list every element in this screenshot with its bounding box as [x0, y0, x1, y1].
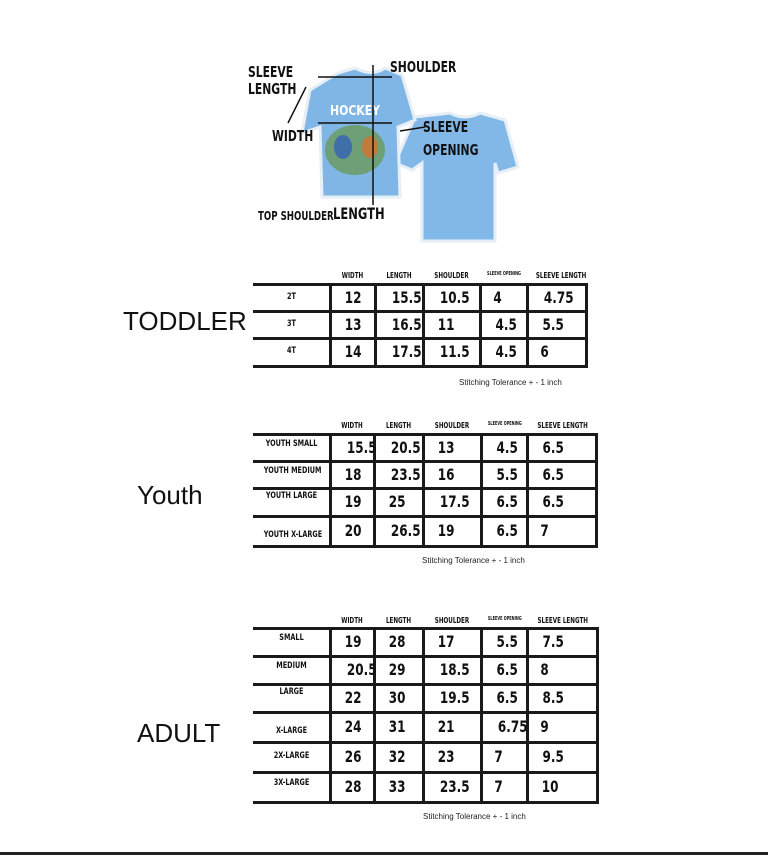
- size-label: 4T: [287, 346, 296, 356]
- column-header-width: WIDTH: [341, 616, 363, 625]
- cell-length: 28: [388, 632, 406, 651]
- cell-shoulder: 11: [437, 314, 455, 334]
- cell-length: 20.5: [390, 437, 421, 457]
- sleeve-opening-label-line1: SLEEVE: [423, 118, 469, 136]
- size-label: YOUTH MEDIUM: [263, 465, 322, 476]
- cell-sleeve-opening: 5.5: [496, 632, 518, 651]
- top-shoulder-label: TOP SHOULDER: [258, 209, 334, 223]
- cell-length: 29: [388, 660, 406, 679]
- column-header-sleeve-length: SLEEVE LENGTH: [535, 271, 587, 280]
- row-divider: [253, 545, 598, 548]
- size-label: LARGE: [279, 687, 304, 697]
- cell-length: 31: [388, 717, 406, 736]
- row-divider: [253, 515, 598, 518]
- column-header-length: LENGTH: [386, 271, 412, 280]
- size-label: SMALL: [279, 633, 304, 643]
- cell-length: 26.5: [390, 521, 421, 540]
- row-divider: [253, 801, 599, 804]
- cell-sleeve-length: 9.5: [542, 747, 564, 766]
- column-header-length: LENGTH: [385, 616, 412, 625]
- table-title: Youth: [137, 480, 203, 510]
- column-divider: [329, 434, 332, 548]
- cell-sleeve-opening: 6.5: [496, 688, 518, 707]
- cell-sleeve-length: 5.5: [542, 314, 564, 334]
- sleeve-opening-label: [423, 116, 500, 162]
- cell-width: 15.5: [346, 437, 377, 457]
- column-divider: [329, 284, 332, 368]
- cell-sleeve-opening: 6.5: [496, 660, 518, 679]
- cell-sleeve-length: 8: [540, 660, 549, 679]
- row-divider: [253, 283, 588, 286]
- cell-shoulder: 18.5: [439, 660, 470, 679]
- size-label: YOUTH SMALL: [265, 438, 318, 449]
- cell-length: 33: [388, 777, 406, 796]
- size-label: 3X-LARGE: [273, 778, 310, 788]
- row-divider: [253, 741, 599, 744]
- size-label: MEDIUM: [276, 661, 307, 671]
- cell-length: 25: [388, 492, 406, 511]
- row-divider: [253, 771, 599, 774]
- row-divider: [253, 655, 599, 658]
- column-header-shoulder: SHOULDER: [434, 271, 469, 280]
- column-divider: [480, 628, 483, 804]
- cell-shoulder: 23: [437, 747, 455, 766]
- cell-shoulder: 16: [437, 464, 455, 484]
- cell-width: 24: [344, 717, 362, 736]
- row-divider: [253, 683, 599, 686]
- column-divider: [479, 284, 482, 368]
- cell-shoulder: 17: [437, 632, 455, 651]
- cell-sleeve-length: 7.5: [542, 632, 564, 651]
- cell-shoulder: 10.5: [439, 287, 470, 307]
- column-divider: [374, 284, 377, 368]
- column-header-sleeve-opening: SLEEVE OPENING: [487, 271, 521, 277]
- cell-sleeve-opening: 4.5: [495, 342, 517, 361]
- column-divider: [596, 628, 599, 804]
- cell-sleeve-opening: 5.5: [496, 464, 518, 484]
- column-header-sleeve-opening: SLEEVE OPENING: [487, 421, 522, 427]
- cell-length: 23.5: [390, 464, 421, 484]
- column-divider: [526, 434, 529, 548]
- column-divider: [595, 434, 598, 548]
- cell-sleeve-length: 6.5: [542, 464, 564, 484]
- cell-length: 17.5: [391, 342, 422, 361]
- row-divider: [253, 627, 599, 630]
- row-divider: [253, 711, 599, 714]
- cell-sleeve-opening: 7: [494, 747, 503, 766]
- shoulder-label: SHOULDER: [390, 58, 457, 76]
- size-label: 3T: [287, 318, 296, 329]
- column-header-sleeve-opening: SLEEVE OPENING: [487, 616, 522, 622]
- row-divider: [253, 433, 598, 436]
- cell-width: 20: [344, 521, 362, 540]
- cell-width: 14: [344, 342, 362, 361]
- cell-sleeve-opening: 6.75: [497, 717, 528, 736]
- cell-width: 28: [344, 777, 362, 796]
- cell-width: 18: [344, 464, 362, 484]
- row-divider: [253, 460, 598, 463]
- shirt-print-text: HOCKEY: [330, 104, 381, 119]
- column-divider: [422, 628, 425, 804]
- cell-width: 19: [344, 632, 362, 651]
- column-header-shoulder: SHOULDER: [434, 421, 470, 430]
- stitching-tolerance-note: Stitching Tolerance + - 1 inch: [423, 812, 526, 821]
- sleeve-length-label-line2: LENGTH: [248, 80, 297, 98]
- size-label: 2X-LARGE: [273, 751, 310, 761]
- cell-length: 15.5: [391, 287, 422, 307]
- row-divider: [253, 310, 588, 313]
- cell-sleeve-length: 6: [540, 342, 549, 361]
- table-title: ADULT: [137, 718, 221, 748]
- cell-sleeve-opening: 4: [493, 287, 502, 307]
- cell-sleeve-length: 10: [541, 777, 559, 796]
- sleeve-length-label-line1: SLEEVE: [248, 63, 294, 81]
- cell-sleeve-length: 6.5: [542, 437, 564, 457]
- row-divider: [253, 365, 588, 368]
- column-header-sleeve-length: SLEEVE LENGTH: [537, 421, 588, 430]
- cell-shoulder: 19: [437, 521, 455, 540]
- cell-length: 30: [388, 688, 406, 707]
- cell-sleeve-opening: 6.5: [496, 521, 518, 540]
- cell-shoulder: 17.5: [439, 492, 470, 511]
- cell-sleeve-opening: 7: [494, 777, 503, 796]
- cell-sleeve-opening: 4.5: [496, 437, 518, 457]
- cell-shoulder: 13: [437, 437, 455, 457]
- width-label: WIDTH: [272, 127, 314, 145]
- stitching-tolerance-note: Stitching Tolerance + - 1 inch: [422, 556, 525, 565]
- column-divider: [373, 628, 376, 804]
- column-header-width: WIDTH: [341, 271, 364, 280]
- column-divider: [526, 284, 529, 368]
- column-divider: [480, 434, 483, 548]
- cell-sleeve-length: 6.5: [542, 492, 564, 511]
- column-header-shoulder: SHOULDER: [434, 616, 470, 625]
- sleeve-opening-label-line2: OPENING: [423, 141, 479, 159]
- column-header-width: WIDTH: [341, 421, 363, 430]
- cell-shoulder: 21: [437, 717, 455, 736]
- cell-shoulder: 23.5: [439, 777, 470, 796]
- cell-sleeve-length: 8.5: [542, 688, 564, 707]
- column-header-length: LENGTH: [385, 421, 412, 430]
- size-label: YOUTH LARGE: [265, 491, 318, 501]
- table-title: TODDLER: [123, 306, 247, 336]
- column-divider: [422, 434, 425, 548]
- column-divider: [526, 628, 529, 804]
- row-divider: [253, 487, 598, 490]
- column-divider: [422, 284, 425, 368]
- cell-sleeve-length: 4.75: [543, 287, 574, 307]
- length-label: LENGTH: [333, 204, 385, 223]
- cell-sleeve-length: 9: [540, 717, 549, 736]
- cell-length: 16.5: [391, 314, 422, 334]
- cell-width: 12: [344, 287, 362, 307]
- size-label: X-LARGE: [275, 726, 308, 736]
- cell-width: 26: [344, 747, 362, 766]
- cell-width: 20.5: [346, 660, 377, 679]
- cell-width: 13: [344, 314, 362, 334]
- column-header-sleeve-length: SLEEVE LENGTH: [537, 616, 588, 625]
- column-divider: [329, 628, 332, 804]
- cell-length: 32: [388, 747, 406, 766]
- column-divider: [585, 284, 588, 368]
- cell-sleeve-length: 7: [540, 521, 549, 540]
- size-label: YOUTH X-LARGE: [263, 530, 323, 540]
- size-label: 2T: [287, 291, 296, 302]
- sleeve-length-label: [248, 64, 315, 98]
- cell-sleeve-opening: 4.5: [495, 314, 517, 334]
- cell-width: 22: [344, 688, 362, 707]
- cell-shoulder: 11.5: [439, 342, 470, 361]
- stitching-tolerance-note: Stitching Tolerance + - 1 inch: [459, 378, 562, 387]
- row-divider: [253, 337, 588, 340]
- cell-width: 19: [344, 492, 362, 511]
- cell-sleeve-opening: 6.5: [496, 492, 518, 511]
- cell-shoulder: 19.5: [439, 688, 470, 707]
